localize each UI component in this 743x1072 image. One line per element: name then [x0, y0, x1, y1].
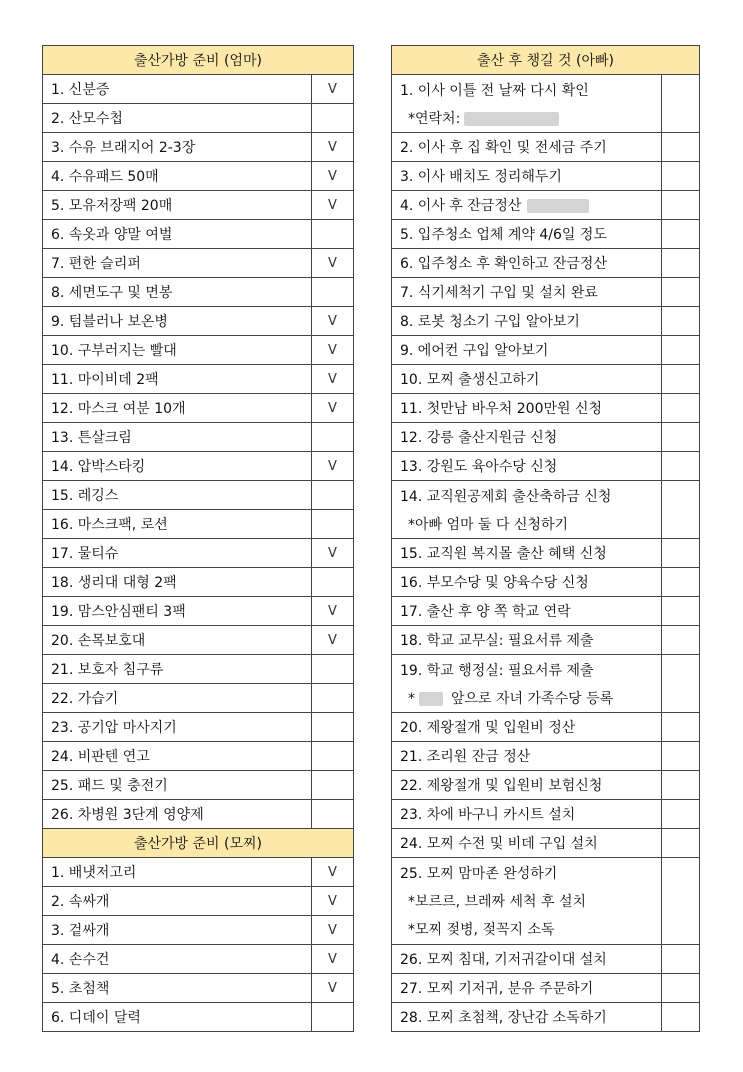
task-label: 4. 이사 후 잔금정산	[400, 198, 522, 214]
task-label: 24. 모찌 수전 및 비데 구입 설치	[400, 836, 598, 852]
item-label: 19. 맘스안심팬티 3팩	[43, 597, 312, 626]
checklist-row	[43, 220, 354, 249]
checklist-row	[392, 191, 700, 220]
checklist-row	[392, 133, 700, 162]
task-cell	[392, 423, 662, 452]
task-cell	[392, 858, 662, 945]
check-box[interactable]	[662, 481, 700, 539]
task-note: *	[408, 690, 415, 707]
checklist-row	[392, 452, 700, 481]
item-label: 10. 구부러지는 빨대	[43, 336, 312, 365]
checklist-row	[43, 75, 354, 104]
item-label: 8. 세면도구 및 면봉	[43, 278, 312, 307]
item-label: 16. 마스크팩, 로션	[43, 510, 312, 539]
checklist-row	[43, 452, 354, 481]
task-note: *모찌 젖병, 젖꼭지 소독	[408, 922, 555, 938]
checklist-row	[43, 597, 354, 626]
item-label: 1. 신분증	[43, 75, 312, 104]
check-box[interactable]	[662, 336, 700, 365]
redacted-block	[527, 199, 589, 213]
checklist-row	[43, 684, 354, 713]
item-label: 24. 비판텐 연고	[43, 742, 312, 771]
item-label: 9. 텀블러나 보온병	[43, 307, 312, 336]
check-mark[interactable]	[312, 684, 354, 713]
checklist-row	[392, 800, 700, 829]
check-box[interactable]	[662, 655, 700, 713]
task-label: 8. 로봇 청소기 구입 알아보기	[400, 314, 580, 330]
check-box[interactable]	[662, 249, 700, 278]
task-cell	[392, 307, 662, 336]
dad-list-title: 출산 후 챙길 것 (아빠)	[392, 46, 700, 75]
check-mark[interactable]: V	[312, 133, 354, 162]
checklist-row	[392, 249, 700, 278]
checklist-row	[43, 249, 354, 278]
checklist-row	[392, 539, 700, 568]
task-note: *보르르, 브레짜 세척 후 설치	[408, 894, 587, 910]
task-note-suffix: 앞으로 자녀 가족수당 등록	[451, 690, 614, 707]
item-label: 3. 겉싸개	[43, 916, 312, 945]
check-box[interactable]	[662, 626, 700, 655]
item-label: 1. 배냇저고리	[43, 858, 312, 887]
checklist-row	[392, 336, 700, 365]
checklist-row	[392, 597, 700, 626]
checklist-row	[43, 945, 354, 974]
redacted-block	[419, 692, 443, 706]
task-cell	[392, 945, 662, 974]
check-mark[interactable]: V	[312, 249, 354, 278]
checklist-row	[392, 829, 700, 858]
check-mark[interactable]	[312, 800, 354, 829]
checklist-row	[43, 626, 354, 655]
task-label: 13. 강원도 육아수당 신청	[400, 459, 558, 475]
checklist-row	[392, 945, 700, 974]
task-cell	[392, 655, 662, 713]
checklist-row	[392, 1003, 700, 1032]
task-label: 2. 이사 후 집 확인 및 전세금 주기	[400, 140, 607, 156]
item-label: 11. 마이비데 2팩	[43, 365, 312, 394]
checklist-row	[43, 887, 354, 916]
task-cell	[392, 365, 662, 394]
check-mark[interactable]: V	[312, 336, 354, 365]
item-label: 17. 물티슈	[43, 539, 312, 568]
checklist-row	[43, 423, 354, 452]
item-label: 18. 생리대 대형 2팩	[43, 568, 312, 597]
checklist-row	[392, 278, 700, 307]
task-label: 7. 식기세척기 구입 및 설치 완료	[400, 285, 598, 301]
baby-bag-title: 출산가방 준비 (모찌)	[43, 829, 354, 858]
checklist-row	[43, 655, 354, 684]
item-label: 2. 산모수첩	[43, 104, 312, 133]
task-cell	[392, 220, 662, 249]
checklist-row	[43, 278, 354, 307]
check-mark[interactable]	[312, 568, 354, 597]
item-label: 5. 초첨책	[43, 974, 312, 1003]
task-label: 28. 모찌 초첨책, 장난감 소독하기	[400, 1010, 607, 1026]
checklist-row	[392, 481, 700, 539]
check-box[interactable]	[662, 742, 700, 771]
check-mark[interactable]	[312, 742, 354, 771]
check-box[interactable]	[662, 829, 700, 858]
check-mark[interactable]	[312, 1003, 354, 1032]
task-note: *아빠 엄마 둘 다 신청하기	[408, 516, 569, 533]
item-label: 14. 압박스타킹	[43, 452, 312, 481]
checklist-row	[43, 162, 354, 191]
task-cell	[392, 394, 662, 423]
task-label: 18. 학교 교무실: 필요서류 제출	[400, 633, 594, 649]
task-label: 15. 교직원 복지몰 출산 혜택 신청	[400, 546, 607, 562]
task-label: 25. 모찌 맘마존 완성하기	[400, 866, 558, 882]
item-label: 6. 속옷과 양말 여벌	[43, 220, 312, 249]
checklist-row	[43, 742, 354, 771]
checklist-row	[392, 423, 700, 452]
check-box[interactable]	[662, 539, 700, 568]
checklist-row	[392, 75, 700, 133]
check-mark[interactable]	[312, 655, 354, 684]
task-cell	[392, 481, 662, 539]
task-cell	[392, 191, 662, 220]
item-label: 21. 보호자 침구류	[43, 655, 312, 684]
check-mark[interactable]	[312, 771, 354, 800]
check-mark[interactable]: V	[312, 191, 354, 220]
check-mark[interactable]: V	[312, 916, 354, 945]
checklist-row	[43, 191, 354, 220]
checklist-row	[43, 713, 354, 742]
task-label: 17. 출산 후 양 쪽 학교 연락	[400, 604, 571, 620]
checklist-row	[43, 365, 354, 394]
task-cell	[392, 713, 662, 742]
task-label: 27. 모찌 기저귀, 분유 주문하기	[400, 981, 594, 997]
check-mark[interactable]	[312, 713, 354, 742]
check-box[interactable]	[662, 220, 700, 249]
checklist-row	[43, 133, 354, 162]
checklist-row	[43, 800, 354, 829]
checklist-row	[43, 1003, 354, 1032]
dad-after-birth-table	[391, 45, 700, 1032]
check-mark[interactable]: V	[312, 539, 354, 568]
checklist-row	[392, 742, 700, 771]
task-label: 11. 첫만남 바우처 200만원 신청	[400, 401, 603, 417]
mom-bag-title: 출산가방 준비 (엄마)	[43, 46, 354, 75]
checklist-row	[392, 655, 700, 713]
check-box[interactable]	[662, 162, 700, 191]
checklist-row	[392, 307, 700, 336]
task-cell	[392, 1003, 662, 1032]
item-label: 12. 마스크 여분 10개	[43, 394, 312, 423]
task-cell	[392, 452, 662, 481]
check-box[interactable]	[662, 945, 700, 974]
checklist-row	[392, 365, 700, 394]
task-cell	[392, 742, 662, 771]
task-note: *연락처:	[408, 110, 461, 127]
task-cell	[392, 568, 662, 597]
checklist-row	[43, 104, 354, 133]
item-label: 13. 튼살크림	[43, 423, 312, 452]
item-label: 22. 가습기	[43, 684, 312, 713]
checklist-row	[43, 394, 354, 423]
item-label: 4. 손수건	[43, 945, 312, 974]
check-box[interactable]	[662, 191, 700, 220]
task-label: 21. 조리원 잔금 정산	[400, 749, 531, 765]
checklist-row	[392, 713, 700, 742]
task-cell	[392, 133, 662, 162]
checklist-row	[392, 974, 700, 1003]
task-cell	[392, 162, 662, 191]
check-mark[interactable]	[312, 278, 354, 307]
task-cell	[392, 278, 662, 307]
checklist-row	[392, 394, 700, 423]
checklist-row	[43, 336, 354, 365]
checklist-row	[392, 220, 700, 249]
checklist-row	[43, 481, 354, 510]
check-mark[interactable]	[312, 220, 354, 249]
check-mark[interactable]: V	[312, 858, 354, 887]
checklist-row	[43, 510, 354, 539]
redacted-block	[464, 112, 559, 126]
check-box[interactable]	[662, 713, 700, 742]
checklist-row	[43, 916, 354, 945]
task-label: 22. 제왕절개 및 입원비 보험신청	[400, 778, 603, 794]
check-mark[interactable]: V	[312, 597, 354, 626]
check-box[interactable]	[662, 858, 700, 945]
task-cell	[392, 336, 662, 365]
check-box[interactable]	[662, 974, 700, 1003]
item-label: 4. 수유패드 50매	[43, 162, 312, 191]
check-box[interactable]	[662, 365, 700, 394]
task-label: 10. 모찌 출생신고하기	[400, 372, 540, 388]
task-cell	[392, 75, 662, 133]
task-label: 9. 에어컨 구입 알아보기	[400, 343, 549, 359]
check-mark[interactable]: V	[312, 887, 354, 916]
item-label: 23. 공기압 마사지기	[43, 713, 312, 742]
check-mark[interactable]	[312, 104, 354, 133]
checklist-row	[392, 771, 700, 800]
task-label: 20. 제왕절개 및 입원비 정산	[400, 720, 576, 736]
check-mark[interactable]: V	[312, 394, 354, 423]
checklist-row	[392, 626, 700, 655]
mom-bag-table	[42, 45, 354, 1032]
check-box[interactable]	[662, 452, 700, 481]
check-box[interactable]	[662, 1003, 700, 1032]
task-label: 16. 부모수당 및 양육수당 신청	[400, 575, 589, 591]
task-label: 6. 입주청소 후 확인하고 잔금정산	[400, 256, 607, 272]
check-mark[interactable]: V	[312, 945, 354, 974]
checklist-row	[43, 858, 354, 887]
check-mark[interactable]: V	[312, 75, 354, 104]
check-mark[interactable]: V	[312, 974, 354, 1003]
check-box[interactable]	[662, 133, 700, 162]
task-cell	[392, 539, 662, 568]
checklist-row	[392, 162, 700, 191]
check-mark[interactable]	[312, 510, 354, 539]
item-label: 20. 손목보호대	[43, 626, 312, 655]
task-label: 1. 이사 이틀 전 날짜 다시 확인	[400, 82, 589, 99]
check-mark[interactable]	[312, 423, 354, 452]
task-label: 14. 교직원공제회 출산축하금 신청	[400, 488, 612, 505]
item-label: 15. 레깅스	[43, 481, 312, 510]
check-box[interactable]	[662, 597, 700, 626]
item-label: 26. 차병원 3단계 영양제	[43, 800, 312, 829]
check-box[interactable]	[662, 771, 700, 800]
task-label: 5. 입주청소 업체 계약 4/6일 정도	[400, 227, 607, 243]
check-mark[interactable]	[312, 481, 354, 510]
check-mark[interactable]: V	[312, 365, 354, 394]
item-label: 2. 속싸개	[43, 887, 312, 916]
check-mark[interactable]: V	[312, 452, 354, 481]
item-label: 25. 패드 및 충전기	[43, 771, 312, 800]
check-box[interactable]	[662, 423, 700, 452]
check-box[interactable]	[662, 800, 700, 829]
task-cell	[392, 626, 662, 655]
task-label: 12. 강릉 출산지원금 신청	[400, 430, 558, 446]
item-label: 3. 수유 브래지어 2-3장	[43, 133, 312, 162]
check-box[interactable]	[662, 307, 700, 336]
item-label: 6. 디데이 달력	[43, 1003, 312, 1032]
task-label: 23. 차에 바구니 카시트 설치	[400, 807, 576, 823]
task-cell	[392, 974, 662, 1003]
task-cell	[392, 771, 662, 800]
task-label: 19. 학교 행정실: 필요서류 제출	[400, 662, 594, 679]
check-mark[interactable]: V	[312, 307, 354, 336]
task-cell	[392, 800, 662, 829]
item-label: 7. 편한 슬리퍼	[43, 249, 312, 278]
check-box[interactable]	[662, 75, 700, 133]
task-cell	[392, 829, 662, 858]
checklist-row	[43, 539, 354, 568]
check-box[interactable]	[662, 568, 700, 597]
task-cell	[392, 597, 662, 626]
checklist-row	[392, 568, 700, 597]
task-cell	[392, 249, 662, 278]
check-mark[interactable]: V	[312, 626, 354, 655]
check-box[interactable]	[662, 278, 700, 307]
checklist-row	[392, 858, 700, 945]
checklist-row	[43, 771, 354, 800]
checklist-row	[43, 307, 354, 336]
checklist-row	[43, 568, 354, 597]
task-label: 26. 모찌 침대, 기저귀갈이대 설치	[400, 952, 607, 968]
checklist-row	[43, 974, 354, 1003]
check-box[interactable]	[662, 394, 700, 423]
check-mark[interactable]: V	[312, 162, 354, 191]
item-label: 5. 모유저장팩 20매	[43, 191, 312, 220]
task-label: 3. 이사 배치도 정리해두기	[400, 169, 562, 185]
